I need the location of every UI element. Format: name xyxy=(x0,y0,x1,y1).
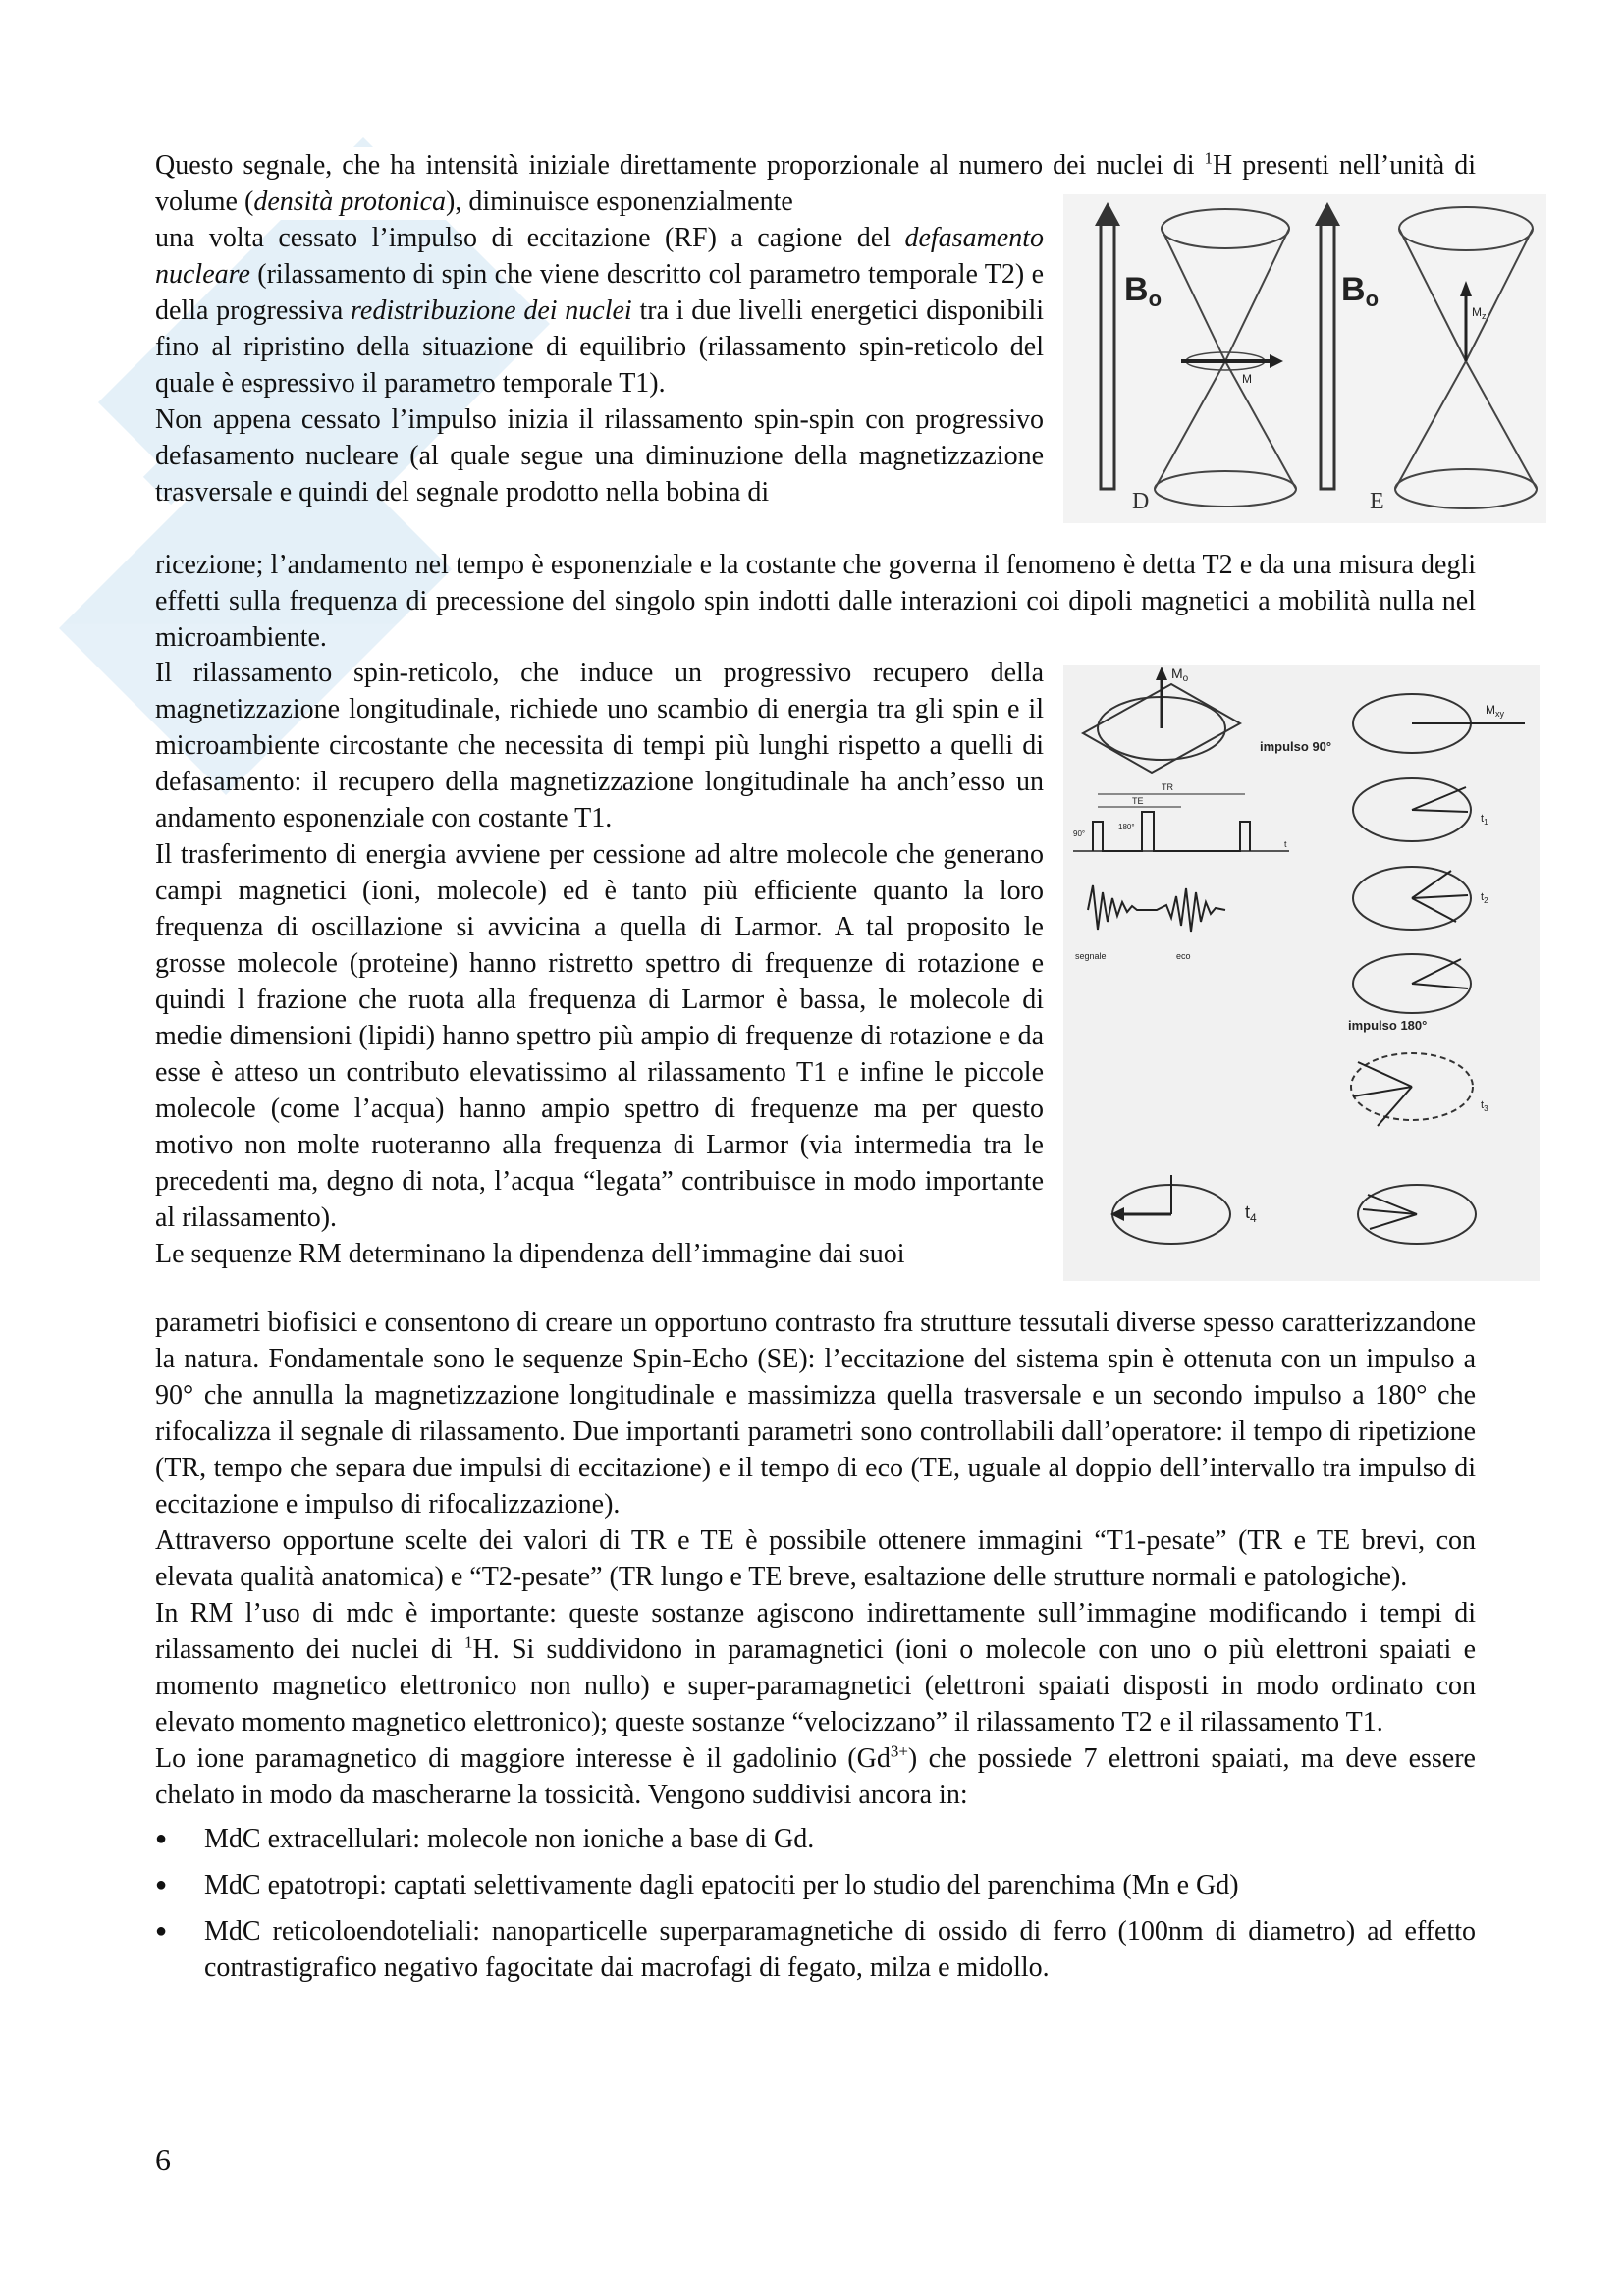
list-item: ● MdC reticoloendoteliali: nanoparticelle superparamagnetiche di ossido di ferro (100nm di diametro) ad effetto contrastigrafico negativo fagocitate dai macrofagi di fegato, milza e midollo. xyxy=(155,1913,1476,1986)
svg-text:segnale: segnale xyxy=(1075,951,1107,961)
svg-text:E: E xyxy=(1370,489,1384,514)
svg-text:Mz: $M_z$ xyxy=(1472,305,1487,321)
paragraph-signal-full: Questo segnale, che ha intensità iniziale direttamente proporzionale al numero dei nuclei di $^1$H presenti nell’unità di volume (densità protonica), diminuisce esponenzialmente xyxy=(155,147,1476,220)
paragraph-spin-lattice: Il rilassamento spin-reticolo, che induce un progressivo recupero della magnetizzazione longitudinale, richiede uno scambio di energia tra gli spin e il microambiente circostante che necessita di tempi più lunghi rispetto a quelli di defasamento: il recupero della magnetizzazione longitudinale ha anch’esso un andamento esponenziale con costante T1. Il trasferimento di energia avviene per cessione ad altre molecole che generano campi magnetici (ioni, molecole) ed è tanto più efficiente quanto la loro frequenza di oscillazione si avvicina a quella di Larmor. A tal proposito le grosse molecole (proteine) hanno ristretto spettro di frequenze di rotazione e quindi l frazione che ruota alla frequenza di Larmor è bassa, le molecole di medie dimensioni (lipidi) hanno spettro più ampio di frequenze di rotazione e da esse è atteso un contributo elevatissimo al rilassamento T1 e infine le piccole molecole (come l’acqua) hanno ampio spettro di frequenze ma per questo motivo non molte ruoteranno alla frequenza di Larmor (via intermedia tra le precedenti ma, degno di nota, l’acqua “legata” contribuisce in modo importante al rilassamento). Le sequenze RM determinano la dipendenza dell’immagine dai suoi xyxy=(155,655,1044,1272)
list-item: ● MdC epatotropi: captati selettivamente dagli epatociti per lo studio del parenchima (Mn e Gd) xyxy=(155,1867,1476,1903)
figure-spin-echo-sequence xyxy=(1063,665,1540,1281)
paragraph-sequences-start: Le sequenze RM determinano la dipendenza dell’immagine dai suoi xyxy=(155,1239,905,1269)
svg-text:D: D xyxy=(1132,489,1150,514)
figure-precession-cones xyxy=(1063,194,1546,523)
svg-text:impulso 90°: impulso 90° xyxy=(1260,739,1332,754)
paragraph-spin-spin-cont: ricezione; l’andamento nel tempo è esponenziale e la costante che governa il fenomeno è detta T2 e da una misura degli effetti sulla frequenza di precessione del singolo spin indotti dalle interazioni coi dipoli magnetici a mobilità nulla nel microambiente. xyxy=(155,550,1476,653)
list-item: ● MdC extracellulari: molecole non ioniche a base di Gd. xyxy=(155,1821,1476,1857)
svg-text:impulso 180°: impulso 180° xyxy=(1348,1018,1428,1033)
paragraph-sequences: parametri biofisici e consentono di creare un opportuno contrasto fra strutture tessutali diverse spesso caratterizzandone la natura. Fondamentale sono le sequenze Spin-Echo (SE): l’eccitazione del sistema spin è ottenuta con un impulso a 90° che annulla la magnetizzazione longitudinale e massimizza quella trasversale e un secondo impulso a 180° che rifocalizza il segnale di rilassamento. Due importanti parametri sono controllabili dall’operatore: il tempo di ripetizione (TR, tempo che separa due impulsi di eccitazione) e il tempo di eco (TE, uguale al doppio dell’intervallo tra impulso di eccitazione e impulso di rifocalizzazione). Attraverso opportune scelte dei valori di TR e TE è possibile ottenere immagini “T1-pesate” (TR e TE brevi, con elevata qualità anatomica) e “T2-pesate” (TR lungo e TE breve, esaltazione delle strutture normali e patologiche). In RM l’uso di mdc è importante: queste sostanze agiscono indirettamente sull’immagine modificando i tempi di rilassamento dei nuclei di $^1$H. Si suddividono in paramagnetici (ioni o molecole con uno o più elettroni spaiati e momento magnetico elettronico non nullo) e super-paramagnetici (elettroni spaiati disposti in modo ordinato con elevato momento magnetico elettronico); queste sostanze “velocizzano” il rilassamento T2 e il rilassamento T1. Lo ione paramagnetico di maggiore interesse è il gadolinio $(Gd^{3+})$ che possiede 7 elettroni spaiati, ma deve essere chelato in modo da mascherarne la tossicità. Vengono suddivisi ancora in: ● MdC extracellulari: molecole non ioniche a base di Gd. ● MdC epatotropi: captati selettivamente dagli epatociti per lo studio del parenchima (Mn e Gd) ● MdC reticoloendoteliali: nanoparticelle superparamagnetiche di ossido di ferro (100nm di diametro) ad effetto contrastigrafico negativo fagocitate dai macrofagi di fegato, milza e midollo. xyxy=(155,1305,1476,1996)
paragraph-spin-spin: Non appena cessato l’impulso inizia il rilassamento spin-spin con progressivo defasamento nucleare (al quale segue una diminuzione della magnetizzazione trasversale e quindi del segnale prodotto nella bobina di xyxy=(155,404,1044,507)
svg-text:Bo: Bo xyxy=(1341,271,1380,311)
svg-text:Mxy: $M_{xy}$ xyxy=(1486,703,1504,719)
paragraph-signal-body: una volta cessato l’impulso di eccitazione (RF) a cagione del defasamento nucleare (rilassamento di spin che viene descritto col parametro temporale T2) e della progressiva redistribuzione dei nuclei tra i due livelli energetici disponibili fino al ripristino della situazione di equilibrio (rilassamento spin-reticolo del quale è espressivo il parametro temporale T1). Non appena cessato l’impulso inizia il rilassamento spin-spin con progressivo defasamento nucleare (al quale segue una diminuzione della magnetizzazione trasversale e quindi del segnale prodotto nella bobina di xyxy=(155,220,1044,510)
svg-text:t4: $t_4$ xyxy=(1245,1202,1257,1225)
svg-text:TE: TE xyxy=(1132,796,1144,806)
svg-text:90°: 90° xyxy=(1073,829,1086,838)
svg-text:t3: $t_3$ xyxy=(1481,1099,1488,1113)
paragraph-gadolinium: Lo ione paramagnetico di maggiore interesse è il gadolinio $(Gd^{3+})$ che possiede 7 elettroni spaiati, ma deve essere chelato in modo da mascherarne la tossicità. Vengono suddivisi ancora in: xyxy=(155,1741,1476,1810)
svg-text:t1: $t_1$ xyxy=(1481,813,1488,827)
svg-text:Mo: $M_o$ xyxy=(1171,666,1189,684)
svg-text:Bo: Bo xyxy=(1124,271,1163,311)
paragraph-contrast-media: In RM l’uso di mdc è importante: queste sostanze agiscono indirettamente sull’immagine modificando i tempi di rilassamento dei nuclei di $^1$H. Si suddividono in paramagnetici (ioni o molecole con uno o più elettroni spaiati e momento magnetico elettronico non nullo) e super-paramagnetici (elettroni spaiati disposti in modo ordinato con elevato momento magnetico elettronico); queste sostanze “velocizzano” il rilassamento T2 e il rilassamento T1. xyxy=(155,1598,1477,1737)
paragraph-energy-transfer: Il trasferimento di energia avviene per cessione ad altre molecole che generano campi magnetici (ioni, molecole) ed è tanto più efficiente quanto la loro frequenza di oscillazione si avvicina a quella di Larmor. A tal proposito le grosse molecole (proteine) hanno ristretto spettro di frequenze di rotazione e quindi l frazione che ruota alla frequenza di Larmor è bassa, le molecole di medie dimensioni (lipidi) hanno spettro più ampio di frequenze di rotazione e da esse è atteso un contributo elevatissimo al rilassamento T1 e infine le piccole molecole (come l’acqua) hanno ampio spettro di frequenze ma per questo motivo non molte ruoteranno alla frequenza di Larmor (via intermedia tra le precedenti ma, degno di nota, l’acqua “legata” contribuisce in modo importante al rilassamento). xyxy=(155,839,1044,1233)
page-number: 6 xyxy=(155,2142,171,2177)
svg-text:t: t xyxy=(1284,839,1287,849)
svg-text:180°: 180° xyxy=(1118,823,1135,831)
svg-text:TR: TR xyxy=(1162,782,1173,792)
contrast-media-list xyxy=(155,1821,1476,1986)
svg-text:eco: eco xyxy=(1176,951,1191,961)
svg-text:t2: $t_2$ xyxy=(1481,891,1488,905)
svg-text:M: M xyxy=(1242,372,1252,386)
paragraph-weighted: Attraverso opportune scelte dei valori di TR e TE è possibile ottenere immagini “T1-pesate” (TR e TE brevi, con elevata qualità anatomica) e “T2-pesate” (TR lungo e TE breve, esaltazione delle strutture normali e patologiche). xyxy=(155,1525,1476,1592)
